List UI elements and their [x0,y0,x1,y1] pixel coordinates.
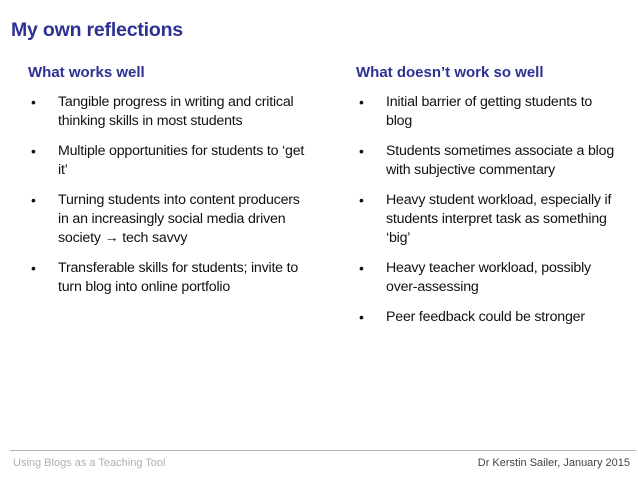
list-item [356,191,618,248]
bullet-icon: • [359,309,364,325]
bullet-icon: • [31,260,36,276]
list-item [28,259,306,297]
bullet-icon: • [359,260,364,276]
list-item [356,93,618,131]
bullet-icon: • [31,192,36,208]
footer-divider [10,450,636,451]
list-item-text: Turning students into content producers in an increasingly social media driven society → tech savvy [58,192,300,246]
bullet-icon: • [359,143,364,159]
works-well-heading: What works well [28,64,145,81]
list-item [356,259,618,297]
list-item [28,142,306,180]
footer-author-date: Dr Kerstin Sailer, January 2015 [477,457,630,469]
doesnt-work-list [356,93,618,327]
bullet-icon: • [359,192,364,208]
list-item [356,308,618,327]
list-item-text: Peer feedback could be stronger [386,309,585,325]
list-item-text: Tangible progress in writing and critical thinking skills in most students [58,94,294,129]
list-item-text: Students sometimes associate a blog with subjective commentary [386,143,615,178]
list-item [28,93,306,131]
doesnt-work-heading: What doesn’t work so well [356,64,544,81]
list-item-text: Heavy student workload, especially if students interpret task as something ‘big’ [386,192,612,246]
bullet-icon: • [359,94,364,110]
list-item [28,191,306,248]
bullet-icon: • [31,143,36,159]
list-item-text: Initial barrier of getting students to blog [386,94,593,129]
bullet-icon: • [31,94,36,110]
list-item-text: Heavy teacher workload, possibly over-assessing [386,260,591,295]
works-well-column [28,64,306,308]
slide-title: My own reflections [11,19,183,41]
works-well-list [28,93,306,297]
list-item-text: Multiple opportunities for students to ‘get it’ [58,143,305,178]
doesnt-work-column [356,64,618,338]
footer-presentation-title: Using Blogs as a Teaching Tool [13,457,166,469]
list-item-text: Transferable skills for students; invite to turn blog into online portfolio [58,260,299,295]
list-item [356,142,618,180]
